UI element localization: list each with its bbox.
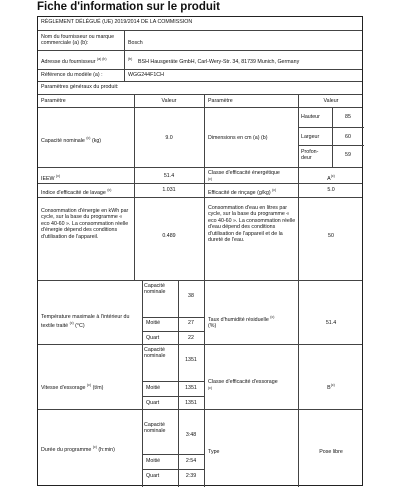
product-information-sheet [37, 16, 363, 486]
moisture-value: 51.4 [325, 320, 337, 326]
value-header-left: Valeur [161, 98, 177, 104]
moisture-label: Taux d'humidité résiduelle $^{(c)}$ (%) [208, 315, 275, 330]
energy-consumption-label: Consommation d'énergie en kWh par cycle, sur la base du programme « eco 40-60 ». La consommation réelle d'énergie dépend des conditions d'utilisation de l'appareil. [41, 208, 129, 240]
duration-half-value: 2:54 [185, 458, 197, 464]
temperature-quarter-value: 22 [188, 335, 194, 341]
duration-quarter-value: 2:39 [185, 473, 197, 479]
rinsing-efficiency-value: 5.0 [327, 187, 335, 193]
supplier-address-note-ref: (a) (b) [96, 57, 107, 61]
spin-speed-rated-value: 1351 [185, 357, 197, 363]
capacity-value: 9.0 [165, 135, 173, 141]
water-consumption-label: Consommation d'eau en litres par cycle, sur la base du programme « eco 40-60 ». La consommation réelle d'eau dépend des conditions d'utilisation de l'appareil et de la dureté de l'eau. [208, 205, 296, 244]
temperature-half-label: Moitié [146, 320, 161, 326]
spin-speed-label: Vitesse d'essorage $^{(c)}$ (t/m) [41, 383, 104, 391]
duration-half-label: Moitié [146, 458, 161, 464]
type-value: Pose libre [319, 449, 343, 455]
spin-class-label: Classe d'efficacité d'essorage $^{(c)}$ [208, 379, 278, 391]
temperature-label: Température maximale à l'intérieur du textile traité $^{(c)}$ (°C) [41, 314, 130, 330]
eei-value: 51.4 [163, 173, 175, 179]
type-label: Type [208, 449, 220, 455]
duration-label: Durée du programme $^{(c)}$ (h:min) [41, 445, 115, 453]
temperature-quarter-label: Quart [146, 335, 160, 341]
spin-speed-quarter-value: 1351 [185, 400, 197, 406]
eei-label: IEEW $^{(c)}$ [41, 174, 61, 182]
energy-class-label: Classe d'efficacité énergétique $^{(c)}$ [208, 170, 280, 182]
regulation-reference: RÈGLEMENT DÉLÉGUÉ (UE) 2019/2014 DE LA COMMISSION [41, 19, 193, 25]
temperature-rated-label: Capacité nominale [144, 283, 166, 296]
duration-quarter-label: Quart [146, 473, 160, 479]
supplier-address-label: Adresse du fournisseur $^{(a) (b)}$ [41, 57, 107, 65]
width-label: Largeur [301, 134, 320, 140]
duration-rated-label: Capacité nominale [144, 422, 166, 435]
page-title: Fiche d'information sur le produit [37, 1, 220, 13]
spin-class-value: $B^{(c)}$ [327, 383, 335, 391]
water-consumption-value: 50 [328, 233, 334, 239]
washing-efficiency-value: 1.031 [162, 187, 176, 193]
washing-efficiency-label: Indice d'efficacité de lavage $^{(c)}$ [41, 188, 112, 196]
parameter-header-right: Paramètre [208, 98, 233, 104]
supplier-address-note-ref-2: (b) [128, 57, 133, 61]
depth-label: Profon- deur [301, 149, 319, 162]
energy-class-value: $A^{(c)}$ [327, 174, 335, 182]
model-reference-value: WGG244F1CH [128, 72, 164, 78]
spin-speed-half-value: 1351 [185, 385, 197, 391]
rinsing-efficiency-label: Efficacité de rinçage (g/kg) $^{(c)}$ [208, 188, 277, 196]
general-parameters-heading: Paramètres généraux du produit: [41, 84, 119, 90]
supplier-name-label: Nom du fournisseur ou marque commerciale (a) (b): [41, 34, 115, 47]
depth-value: 59 [345, 152, 351, 158]
value-header-right: Valeur [323, 98, 339, 104]
height-value: 85 [345, 114, 351, 120]
width-value: 60 [345, 134, 351, 140]
spin-speed-half-label: Moitié [146, 385, 161, 391]
supplier-address-value: BSH Hausgeräte GmbH, Carl-Wery-Str. 34, 81739 Munich, Germany [138, 59, 300, 65]
dimensions-label: Dimensions en cm (a) (b) [208, 135, 268, 141]
supplier-name-value: Bosch [128, 40, 143, 46]
duration-rated-value: 3:48 [185, 432, 197, 438]
height-label: Hauteur [301, 114, 320, 120]
model-reference-label: Référence du modèle (a) : [41, 72, 103, 78]
energy-consumption-value: 0.489 [162, 233, 176, 239]
spin-speed-rated-label: Capacité nominale [144, 347, 166, 360]
temperature-half-value: 27 [188, 320, 194, 326]
temperature-rated-value: 38 [188, 293, 194, 299]
parameter-header-left: Paramètre [41, 98, 66, 104]
spin-speed-quarter-label: Quart [146, 400, 160, 406]
capacity-label: Capacité nominale $^{(c)}$ (kg) [41, 136, 102, 144]
